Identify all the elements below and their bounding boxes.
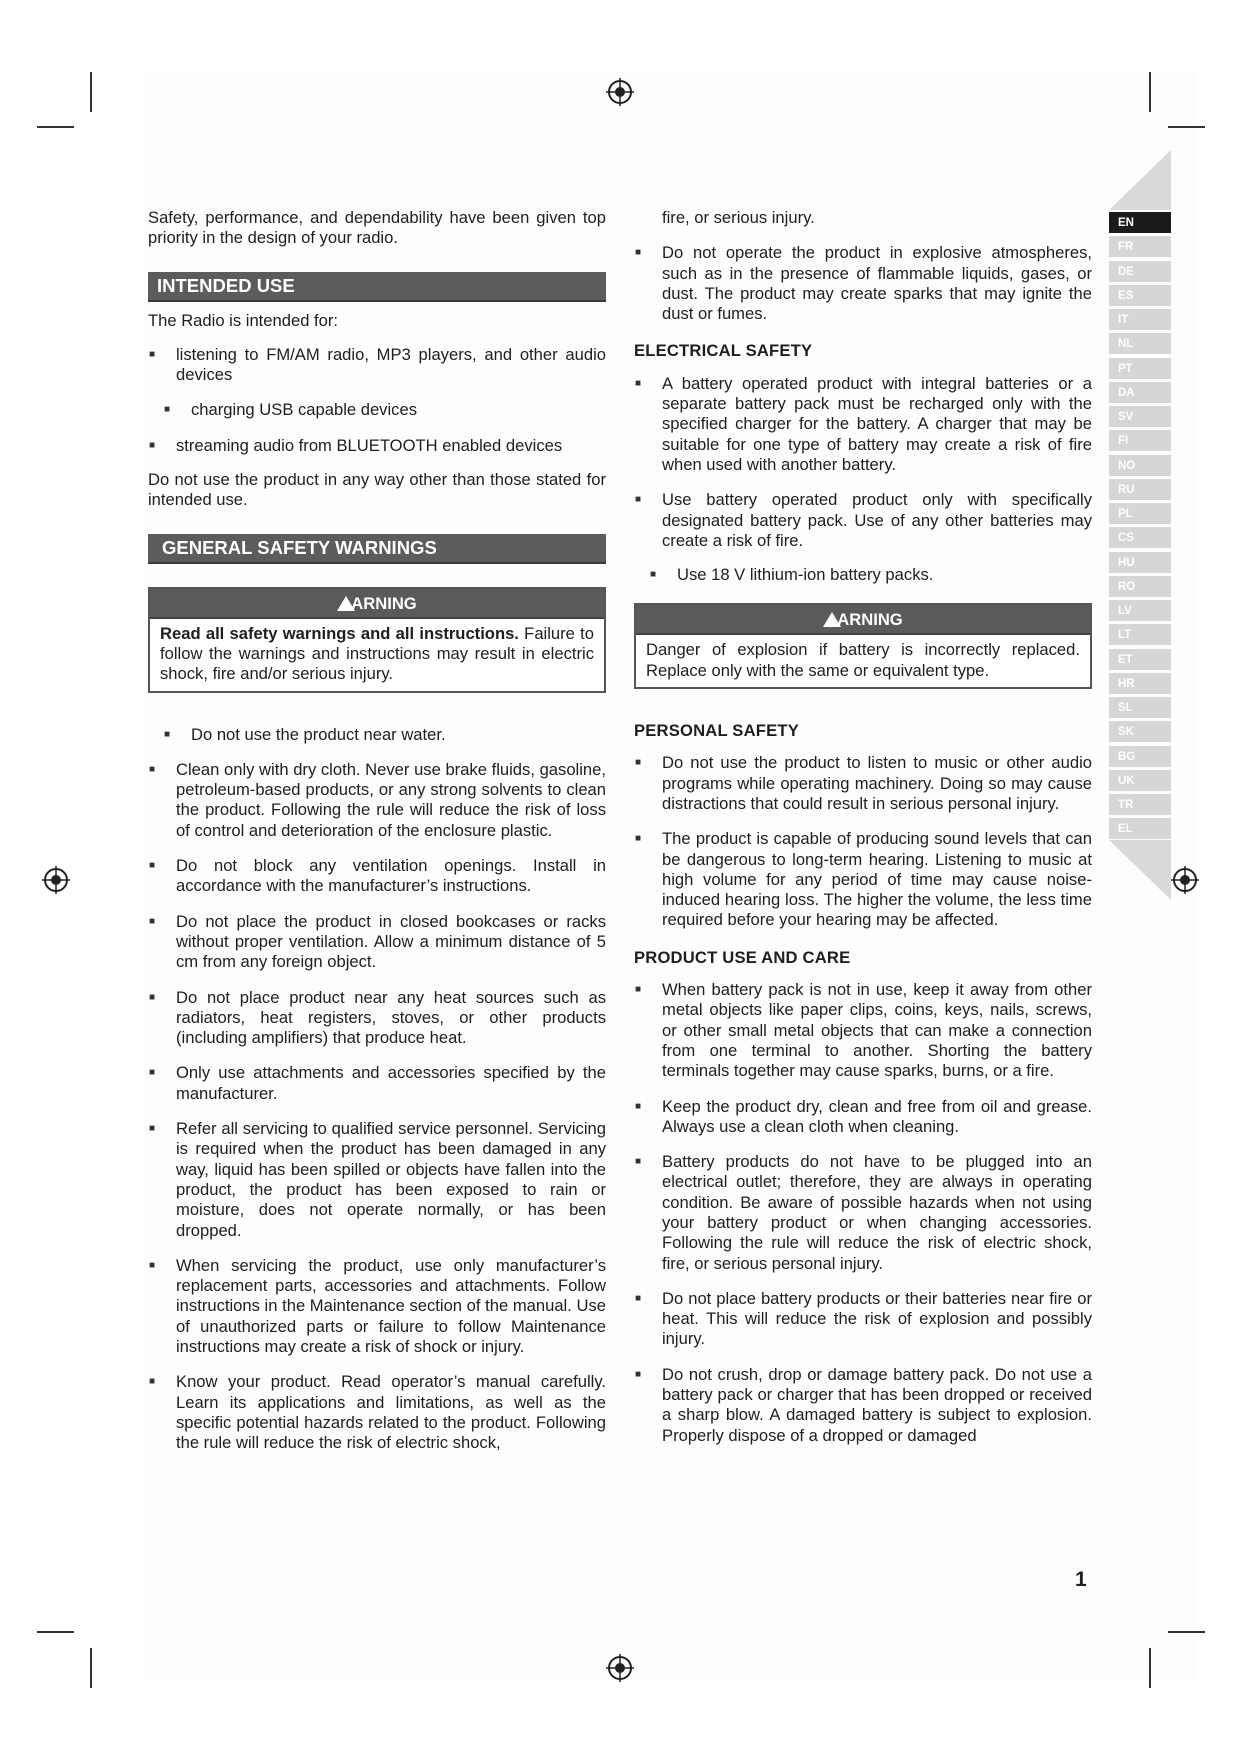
list-item: ■ Keep the product dry, clean and free from oil and grease. Always use a clean cloth when cleaning. bbox=[634, 1097, 1092, 1138]
crop-mark bbox=[90, 72, 92, 112]
section-heading-general-safety: GENERAL SAFETY WARNINGS bbox=[148, 534, 606, 564]
language-tab[interactable]: SV bbox=[1109, 406, 1171, 427]
right-column bbox=[634, 208, 1092, 1446]
language-tab[interactable]: HR bbox=[1109, 673, 1171, 694]
warning-text: Failure to follow the warnings and instructions may result in electric shock, fire and/or serious injury. bbox=[160, 623, 595, 684]
language-tab[interactable]: EN bbox=[1109, 212, 1171, 233]
language-tab[interactable]: ES bbox=[1109, 285, 1171, 306]
list-item: ■ Do not block any ventilation openings. Install in accordance with the manufacturer’s instructions. bbox=[148, 856, 606, 897]
list-item: ■ Do not crush, drop or damage battery pack. Do not use a battery pack or charger that has been dropped or received a sharp blow. A damaged battery is subject to explosion. Properly dispose of a dropped or damaged bbox=[634, 1365, 1092, 1446]
language-tab[interactable]: TR bbox=[1109, 794, 1171, 815]
crop-mark bbox=[90, 1648, 92, 1688]
section-heading-electrical-safety: ELECTRICAL SAFETY bbox=[634, 341, 813, 361]
intended-use-note: Do not use the product in any way other than those stated for intended use. bbox=[148, 470, 606, 510]
list-item: ■ A battery operated product with integral batteries or a separate battery pack must be recharged only with the specified charger for the battery. A charger that may be suitable for one type of battery may create a risk of fire when used with another battery. bbox=[634, 374, 1092, 475]
list-item: ■ Do not place the product in closed bookcases or racks without proper ventilation. Allow a minimum distance of 5 cm from any foreign object. bbox=[148, 912, 606, 973]
language-tab[interactable]: LV bbox=[1109, 600, 1171, 621]
language-tab[interactable]: BG bbox=[1109, 746, 1171, 767]
list-item: ■ Do not use the product near water. bbox=[148, 725, 606, 745]
list-item: ■ Only use attachments and accessories specified by the manufacturer. bbox=[148, 1063, 606, 1104]
list-item: ■ Use 18 V lithium-ion battery packs. bbox=[634, 565, 1092, 585]
registration-mark-icon bbox=[606, 1654, 634, 1682]
list-item: ■ Clean only with dry cloth. Never use brake fluids, gasoline, petroleum-based products, or any strong solvents to clean the product. Following the rule will reduce the risk of loss of control and deterioration of the enclosure plastic. bbox=[148, 760, 606, 841]
language-tab[interactable]: NO bbox=[1109, 455, 1171, 476]
language-tab[interactable]: LT bbox=[1109, 624, 1171, 645]
language-tab[interactable]: IT bbox=[1109, 309, 1171, 330]
registration-mark-icon bbox=[1171, 866, 1199, 894]
language-tab[interactable]: UK bbox=[1109, 770, 1171, 791]
language-tab[interactable]: EL bbox=[1109, 818, 1171, 839]
crop-mark bbox=[1168, 1631, 1205, 1633]
warning-title bbox=[636, 605, 1090, 635]
language-tab[interactable]: HU bbox=[1109, 552, 1171, 573]
registration-mark-icon bbox=[42, 866, 70, 894]
intended-use-lead: The Radio is intended for: bbox=[148, 310, 339, 330]
warning-body bbox=[150, 619, 604, 691]
language-tab[interactable]: DE bbox=[1109, 261, 1171, 282]
crop-mark bbox=[37, 1631, 74, 1633]
language-tab[interactable]: NL bbox=[1109, 333, 1171, 354]
list-item: ■ Know your product. Read operator’s manual carefully. Learn its applications and limitations, as well as the specific potential hazards related to the product. Following the rule will reduce the risk of electric shock, bbox=[148, 1372, 606, 1453]
list-item: ■ When battery pack is not in use, keep it away from other metal objects like paper clips, coins, keys, nails, screws, or other small metal objects that can make a connection from one terminal to another. Shorting the battery terminals together may cause sparks, burns, or a fire. bbox=[634, 980, 1092, 1081]
list-item: ■ charging USB capable devices bbox=[148, 400, 606, 420]
intro-paragraph: Safety, performance, and dependability have been given top priority in the design of your radio. bbox=[148, 208, 606, 248]
registration-mark-icon bbox=[606, 78, 634, 106]
warning-title-text: ARNING bbox=[837, 610, 903, 630]
warning-title-text: ARNING bbox=[351, 593, 417, 613]
language-tab[interactable]: RU bbox=[1109, 479, 1171, 500]
language-tab[interactable]: RO bbox=[1109, 576, 1171, 597]
language-tab[interactable]: SL bbox=[1109, 697, 1171, 718]
warning-bold-text: Read all safety warnings and all instructions. bbox=[160, 623, 519, 643]
list-item: ■ When servicing the product, use only manufacturer’s replacement parts, accessories and attachments. Follow instructions in the Maintenance section of the manual. Use of unauthorized parts or failure to follow Maintenance instructions may create a risk of shock or injury. bbox=[148, 1256, 606, 1357]
continued-text: fire, or serious injury. bbox=[662, 208, 815, 227]
list-item: ■ listening to FM/AM radio, MP3 players, and other audio devices bbox=[148, 345, 606, 386]
warning-triangle-icon bbox=[823, 612, 841, 627]
language-tab[interactable]: CS bbox=[1109, 527, 1171, 548]
section-heading-personal-safety: PERSONAL SAFETY bbox=[634, 721, 799, 741]
warning-triangle-icon bbox=[337, 596, 355, 611]
warning-box bbox=[634, 603, 1092, 689]
list-item: ■ Do not operate the product in explosive atmospheres, such as in the presence of flammable liquids, gases, or dust. The product may create sparks that may ignite the dust or fumes. bbox=[634, 243, 1092, 324]
crop-mark bbox=[1168, 126, 1205, 128]
list-item: ■ streaming audio from BLUETOOTH enabled devices bbox=[148, 436, 606, 456]
page-number: 1 bbox=[1075, 1568, 1087, 1591]
list-item: ■ Battery products do not have to be plugged into an electrical outlet; therefore, they are always in operating condition. Be aware of possible hazards when not using your battery product or when changing accessories. Following the rule will reduce the risk of electric shock, fire, or serious personal injury. bbox=[634, 1152, 1092, 1274]
list-item: ■ Do not place battery products or their batteries near fire or heat. This will reduce the risk of explosion and possibly injury. bbox=[634, 1289, 1092, 1350]
list-item: ■ Do not place product near any heat sources such as radiators, heat registers, stoves, or other products (including amplifiers) that produce heat. bbox=[148, 988, 606, 1049]
list-item: ■ Refer all servicing to qualified service personnel. Servicing is required when the product has been damaged in any way, liquid has been spilled or objects have fallen into the product, the product has been exposed to rain or moisture, does not operate normally, or has been dropped. bbox=[148, 1119, 606, 1241]
crop-mark bbox=[37, 126, 74, 128]
language-tab[interactable]: FI bbox=[1109, 430, 1171, 451]
list-item: ■ Do not use the product to listen to music or other audio programs while operating machinery. Doing so may cause distractions that could result in serious personal injury. bbox=[634, 753, 1092, 814]
warning-body: Danger of explosion if battery is incorrectly replaced. Replace only with the same or equivalent type. bbox=[646, 640, 1080, 680]
crop-mark bbox=[1149, 1648, 1151, 1688]
language-tab[interactable]: SK bbox=[1109, 721, 1171, 742]
crop-mark bbox=[1149, 72, 1151, 112]
warning-box bbox=[148, 587, 606, 693]
language-tab[interactable]: ET bbox=[1109, 649, 1171, 670]
section-heading-intended-use: INTENDED USE bbox=[148, 272, 606, 302]
language-tab[interactable]: PL bbox=[1109, 503, 1171, 524]
list-item: ■ The product is capable of producing sound levels that can be dangerous to long-term hearing. Listening to music at high volume for any period of time may cause noise-induced hearing loss. The higher the volume, the less time required before your hearing may be affected. bbox=[634, 829, 1092, 930]
language-tab[interactable]: FR bbox=[1109, 236, 1171, 257]
language-tab[interactable]: PT bbox=[1109, 358, 1171, 379]
list-item: ■ Use battery operated product only with specifically designated battery pack. Use of any other batteries may create a risk of fire. bbox=[634, 490, 1092, 551]
language-tabs bbox=[1109, 212, 1171, 843]
language-tab[interactable]: DA bbox=[1109, 382, 1171, 403]
section-heading-product-use: PRODUCT USE AND CARE bbox=[634, 947, 851, 967]
left-column bbox=[148, 208, 606, 1453]
warning-title bbox=[150, 589, 604, 619]
